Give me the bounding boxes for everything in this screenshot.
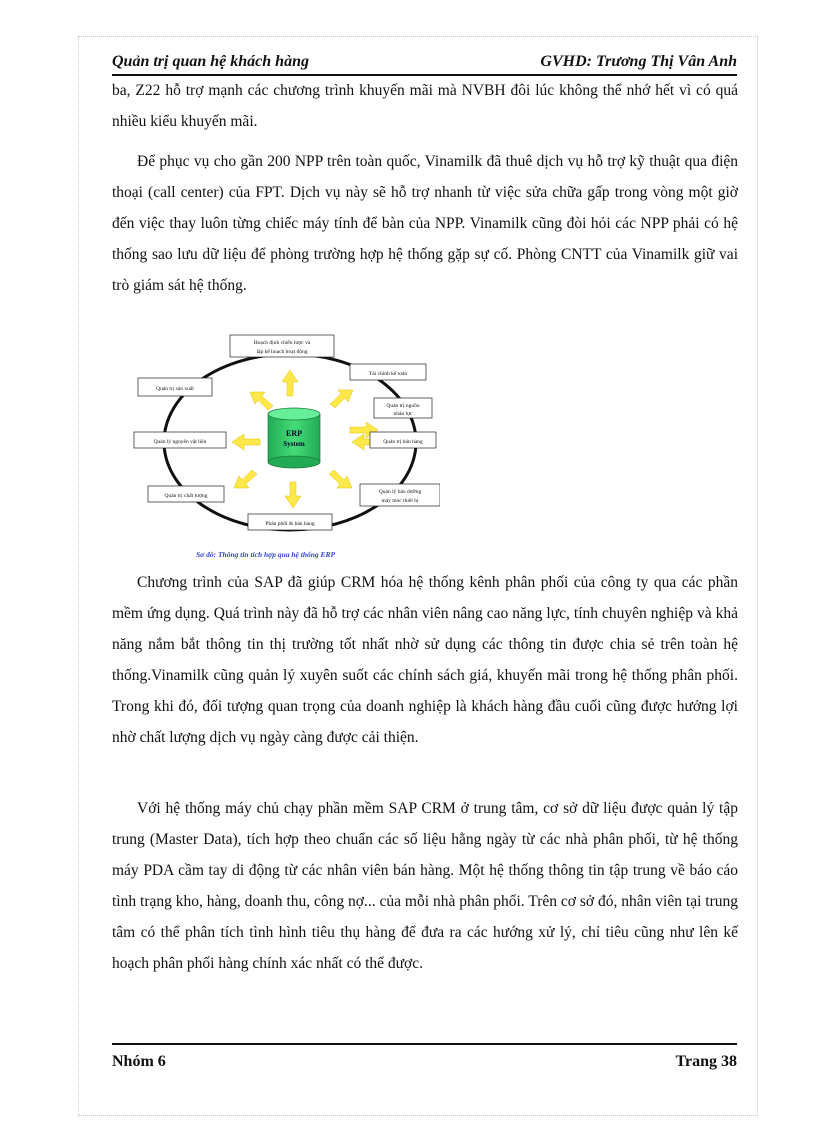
finance-label: Tài chính kế toán: [368, 371, 408, 377]
arrow-upleft: [250, 392, 273, 410]
arrow-downright: [329, 470, 352, 488]
footer-group: Nhóm 6: [112, 1053, 166, 1070]
paragraph-2: Để phục vụ cho gần 200 NPP trên toàn quốc, Vinamilk đã thuê dịch vụ hỗ trợ kỹ thuật qua điện thoại (call center) của FPT. Dịch vụ này sẽ hỗ trợ nhanh từ việc sửa chữa gấp trong vòng một giờ đến việc thay luôn từng chiếc máy tính để bàn của NPP. Vinamilk cũng đòi hỏi các NPP phải có hệ thống sao lưu dữ liệu để phòng trường hợp hệ thống gặp sự cố. Phòng CNTT của Vinamilk giữ vai trò giám sát hệ thống.: [112, 153, 738, 294]
page-footer: [112, 1043, 737, 1075]
maintenance-line1: Quản lý bảo dưỡng: [378, 489, 422, 495]
paragraph-1: ba, Z22 hỗ trợ mạnh các chương trình khuyến mãi mà NVBH đôi lúc không thể nhớ hết vì có quá nhiều kiểu khuyến mãi.: [112, 82, 738, 130]
paragraph-4: Với hệ thống máy chủ chạy phần mềm SAP CRM ở trung tâm, cơ sở dữ liệu được quản lý tập trung (Master Data), tích hợp theo chuẩn các số liệu hằng ngày từ các nhà phân phối, từ hệ thống máy PDA cầm tay di động từ các nhân viên bán hàng. Một hệ thống thông tin tập trung về báo cáo tình trạng kho, hàng, doanh thu, công nợ... của mỗi nhà phân phối. Trên cơ sở đó, nhân viên tại trung tâm có thể phân tích tình hình tiêu thụ hàng để đưa ra các hướng xử lý, chỉ tiêu cũng như lên kế hoạch phân phối hàng chính xác nhất có thể được.: [112, 800, 738, 972]
arrow-down: [285, 482, 301, 508]
erp-system-label: System: [283, 440, 305, 448]
diagram-caption: Sơ đồ: Thông tin tích hợp qua hệ thống ERP: [196, 550, 336, 559]
quality-label: Quản trị chất lượng: [164, 493, 208, 499]
materials-label: Quản lý nguyên vật liệu: [153, 439, 207, 445]
hr-line2: nhân lực: [393, 411, 413, 417]
sales-label: Quản trị bán hàng: [383, 439, 423, 445]
header-instructor: GVHD: Trương Thị Vân Anh: [540, 53, 737, 70]
erp-diagram: [130, 330, 440, 562]
arrow-downleft: [234, 470, 257, 488]
page-header: [112, 52, 737, 76]
paragraph-3: Chương trình của SAP đã giúp CRM hóa hệ thống kênh phân phối của công ty qua các phần mềm ứng dụng. Quá trình này đã hỗ trợ các nhân viên nâng cao năng lực, tính chuyên nghiệp và khả năng nắm bắt thông tin thị trường tốt nhất nhờ sử dụng các thông tin được chia sẻ trên toàn hệ thống.Vinamilk cũng quản lý xuyên suốt các chính sách giá, khuyến mãi trong hệ thống phân phối. Trong khi đó, đối tượng quan trọng của doanh nghiệp là khách hàng đầu cuối cũng được hưởng lợi nhờ chất lượng dịch vụ ngày càng được cải thiện.: [112, 574, 738, 746]
arrow-left: [232, 434, 260, 450]
erp-label: ERP: [286, 429, 302, 438]
strategy-line1: Hoạch định chiến lược và: [253, 340, 311, 346]
production-label: Quản trị sản xuất: [156, 386, 194, 392]
arrow-up: [282, 370, 298, 396]
erp-cylinder: [268, 408, 320, 468]
header-course-title: Quản trị quan hệ khách hàng: [112, 53, 309, 70]
strategy-line2: lập kế hoạch hoạt động: [256, 349, 308, 355]
arrow-upright: [330, 390, 353, 408]
maintenance-line2: máy móc thiết bị: [381, 498, 419, 504]
distribution-label: Phân phối & bán hàng: [265, 521, 315, 527]
hr-line1: Quản trị nguồn: [386, 403, 420, 409]
footer-page-number: Trang 38: [675, 1053, 737, 1070]
